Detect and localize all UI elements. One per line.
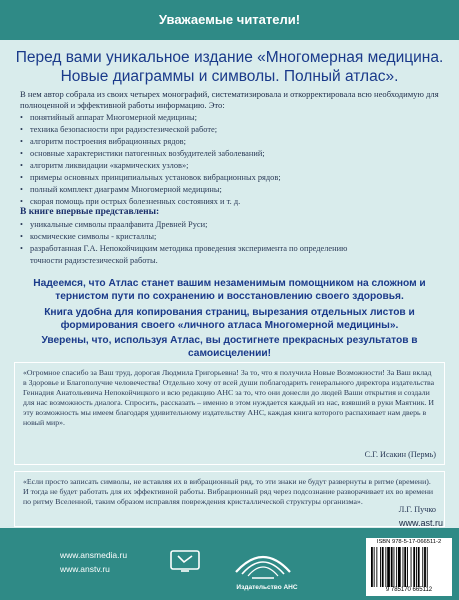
testimonial-box xyxy=(14,362,445,465)
intro-paragraph: В нем автор собрала из своих четырех монографий, систематизировала и откорректировала всю необходимую для полноценной и эффективной работы информацию. Это: xyxy=(20,89,439,110)
headline: Перед вами уникальное издание «Многомерная медицина. Новые диаграммы и символы. Полный атлас». xyxy=(15,49,444,85)
list-item: • понятийный аппарат Многомерной медицины; xyxy=(20,112,440,124)
website-link[interactable]: www.anstv.ru xyxy=(60,564,110,574)
quote-text: «Если просто записать символы, не вставляя их в вибрационный ряд, то эти знаки не будут развернуты в ритме (времени). И тогда не будет работать для их эффективной работы. Вибрационный ряд через подсознание разворачивает их во времени по ритму Вселенной, таким образом исправляя повреждения кристаллической структуры организма». xyxy=(23,477,434,506)
website-link[interactable]: www.ast.ru xyxy=(398,518,443,528)
testimonial-text: «Огромное спасибо за Ваш труд, дорогая Людмила Григорьевна! За то, что я получила Новые Возможности! За Ваш вклад в Здоровье и Благополучие человечества! Отдельно хочу от всей души поблагодарить генерального директора издательства Геннадия Анатольевича Непокойчицкого и всю редакцию АНС за то, что они донесли до людей Ваши открытия и создали для нас возможность диалога. Спросить, рассказать – именно в этом нуждается каждый из нас, взявший в руки Маятник. И эту возможность мы имеем благодаря удивительному издательству АНС, каждая книга которого распахивает нам дверь в новый мир». xyxy=(23,368,435,427)
publisher-name: Издательство АНС xyxy=(236,584,298,591)
barcode-number: 9 785170 665112 xyxy=(385,587,433,593)
list-item: • разработанная Г.А. Непокойчицким методика проведения эксперимента по определению xyxy=(20,243,440,255)
list-item: • полный комплект диаграмм Многомерной медицины; xyxy=(20,184,440,196)
tv-icon xyxy=(170,549,200,573)
testimonial-author: С.Г. Исакин (Пермь) xyxy=(364,450,436,459)
section-heading: В книге впервые представлены: xyxy=(20,207,160,217)
list-item-continuation: точности радиэстезической работы. xyxy=(30,256,158,265)
page-title: Уважаемые читатели! xyxy=(158,12,301,27)
list-item: • алгоритм ликвидации «кармических узлов»; xyxy=(20,160,440,172)
highlight-paragraph: Книга удобна для копирования страниц, вырезания отдельных листов и формирования своего «личного атласа Многомерной медицины». xyxy=(44,307,415,331)
list-item: • примеры основных принципиальных установок вибрационных рядов; xyxy=(20,172,440,184)
list-item: • алгоритм построения вибрационных рядов; xyxy=(20,136,440,148)
quote-box xyxy=(14,471,445,527)
list-item: • скорая помощь при острых болезненных состояниях и т. д. xyxy=(20,196,440,208)
highlight-paragraph: Уверены, что, используя Атлас, вы достигнете прекрасных результатов в самоисцелении! xyxy=(41,335,418,359)
isbn-label: ISBN 978-5-17-066511-2 xyxy=(376,539,442,545)
list-item: • космические символы - кристаллы; xyxy=(20,231,440,243)
list-item: • основные характеристики патогенных возбудителей заболеваний; xyxy=(20,148,440,160)
barcode-bars xyxy=(370,547,448,587)
contents-list xyxy=(20,112,440,208)
barcode xyxy=(366,538,452,596)
highlight-paragraph: Надеемся, что Атлас станет вашим незаменимым помощником на сложном и тернистом пути по сохранению и восстановлению своего здоровья. xyxy=(33,278,426,302)
list-item: • уникальные символы праалфавита Древней Руси; xyxy=(20,219,440,231)
quote-author: Л.Г. Пучко xyxy=(398,505,436,514)
new-features-list xyxy=(20,219,440,267)
publisher-logo-icon xyxy=(232,538,294,584)
website-link[interactable]: www.ansmedia.ru xyxy=(60,550,128,560)
list-item: • техника безопасности при радиэстезической работе; xyxy=(20,124,440,136)
